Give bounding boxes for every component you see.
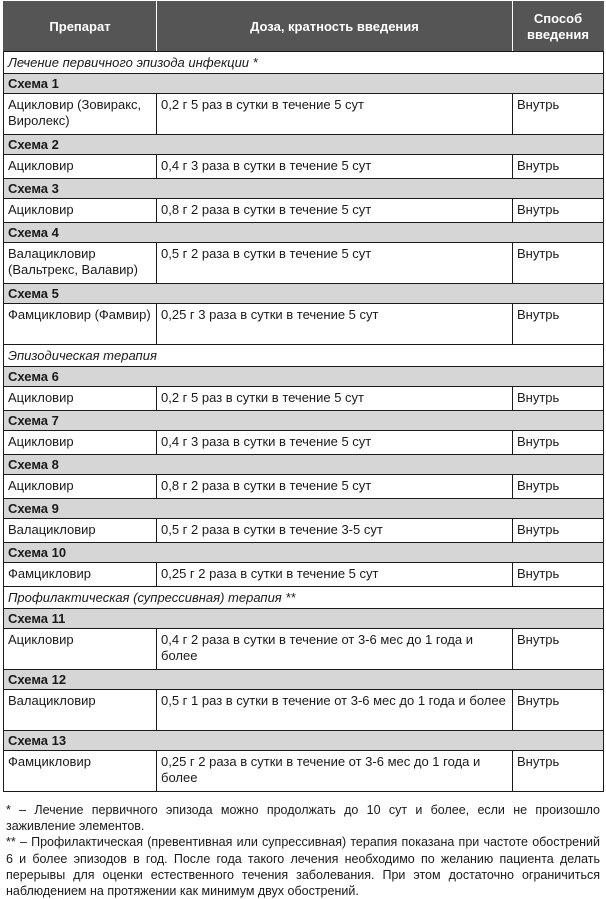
drug-cell: Валацикловир bbox=[4, 690, 157, 731]
dose-cell: 0,4 г 3 раза в сутки в течение 5 сут bbox=[157, 431, 513, 455]
drug-cell: Валацикловир (Вальтрекс, Валавир) bbox=[4, 243, 157, 284]
scheme-label: Схема 3 bbox=[4, 179, 604, 199]
scheme-row bbox=[4, 74, 604, 94]
table-row bbox=[4, 155, 604, 179]
scheme-label: Схема 8 bbox=[4, 455, 604, 475]
scheme-row bbox=[4, 731, 604, 751]
route-cell: Внутрь bbox=[513, 199, 604, 223]
table-row bbox=[4, 431, 604, 455]
dose-cell: 0,4 г 2 раза в сутки в течение от 3-6 мес до 1 года и более bbox=[157, 629, 513, 670]
section-row bbox=[4, 587, 604, 609]
scheme-row bbox=[4, 284, 604, 304]
header-drug: Препарат bbox=[4, 2, 157, 52]
dose-cell: 0,25 г 3 раза в сутки в течение 5 сут bbox=[157, 304, 513, 345]
route-cell: Внутрь bbox=[513, 519, 604, 543]
scheme-label: Схема 12 bbox=[4, 670, 604, 690]
route-cell: Внутрь bbox=[513, 475, 604, 499]
table-row bbox=[4, 243, 604, 284]
scheme-label: Схема 11 bbox=[4, 609, 604, 629]
scheme-label: Схема 10 bbox=[4, 543, 604, 563]
treatment-document bbox=[3, 1, 603, 899]
drug-cell: Ацикловир bbox=[4, 155, 157, 179]
scheme-label: Схема 1 bbox=[4, 74, 604, 94]
table-row bbox=[4, 519, 604, 543]
dose-cell: 0,2 г 5 раз в сутки в течение 5 сут bbox=[157, 94, 513, 135]
dose-cell: 0,8 г 2 раза в сутки в течение 5 сут bbox=[157, 475, 513, 499]
drug-cell: Ацикловир bbox=[4, 387, 157, 411]
section-title: Профилактическая (супрессивная) терапия ** bbox=[4, 587, 604, 609]
section-row bbox=[4, 52, 604, 74]
table-body bbox=[4, 52, 604, 792]
route-cell: Внутрь bbox=[513, 751, 604, 792]
table-row bbox=[4, 304, 604, 345]
scheme-label: Схема 13 bbox=[4, 731, 604, 751]
drug-cell: Фамцикловир (Фамвир) bbox=[4, 304, 157, 345]
dose-cell: 0,25 г 2 раза в сутки в течение 5 сут bbox=[157, 563, 513, 587]
scheme-row bbox=[4, 609, 604, 629]
table-row bbox=[4, 629, 604, 670]
dose-cell: 0,2 г 5 раз в сутки в течение 5 сут bbox=[157, 387, 513, 411]
route-cell: Внутрь bbox=[513, 387, 604, 411]
scheme-label: Схема 5 bbox=[4, 284, 604, 304]
table-header-row bbox=[4, 2, 604, 52]
scheme-row bbox=[4, 367, 604, 387]
scheme-row bbox=[4, 223, 604, 243]
drug-cell: Ацикловир bbox=[4, 629, 157, 670]
route-cell: Внутрь bbox=[513, 690, 604, 731]
drug-cell: Фамцикловир bbox=[4, 751, 157, 792]
dose-cell: 0,4 г 3 раза в сутки в течение 5 сут bbox=[157, 155, 513, 179]
scheme-row bbox=[4, 411, 604, 431]
scheme-label: Схема 6 bbox=[4, 367, 604, 387]
drug-cell: Валацикловир bbox=[4, 519, 157, 543]
header-dose: Доза, кратность введения bbox=[157, 2, 513, 52]
route-cell: Внутрь bbox=[513, 629, 604, 670]
footnotes bbox=[3, 802, 603, 899]
route-cell: Внутрь bbox=[513, 431, 604, 455]
table-row bbox=[4, 199, 604, 223]
table-row bbox=[4, 94, 604, 135]
scheme-row bbox=[4, 499, 604, 519]
header-route: Способ введения bbox=[513, 2, 604, 52]
drug-cell: Фамцикловир bbox=[4, 563, 157, 587]
drug-cell: Ацикловир bbox=[4, 475, 157, 499]
dose-cell: 0,5 г 1 раз в сутки в течение от 3-6 мес до 1 года и более bbox=[157, 690, 513, 731]
section-row bbox=[4, 345, 604, 367]
drug-cell: Ацикловир bbox=[4, 431, 157, 455]
scheme-label: Схема 2 bbox=[4, 135, 604, 155]
dose-cell: 0,25 г 2 раза в сутки в течение от 3-6 мес до 1 года и более bbox=[157, 751, 513, 792]
table-row bbox=[4, 387, 604, 411]
table-row bbox=[4, 751, 604, 792]
scheme-row bbox=[4, 543, 604, 563]
route-cell: Внутрь bbox=[513, 304, 604, 345]
dose-cell: 0,5 г 2 раза в сутки в течение 3-5 сут bbox=[157, 519, 513, 543]
route-cell: Внутрь bbox=[513, 155, 604, 179]
section-title: Лечение первичного эпизода инфекции * bbox=[4, 52, 604, 74]
scheme-label: Схема 7 bbox=[4, 411, 604, 431]
table-row bbox=[4, 563, 604, 587]
scheme-row bbox=[4, 135, 604, 155]
scheme-row bbox=[4, 179, 604, 199]
scheme-row bbox=[4, 670, 604, 690]
drug-cell: Ацикловир (Зовиракс, Виролекс) bbox=[4, 94, 157, 135]
footnote-1: * – Лечение первичного эпизода можно продолжать до 10 сут и более, если не произошло заживление элементов. bbox=[6, 803, 600, 834]
route-cell: Внутрь bbox=[513, 563, 604, 587]
route-cell: Внутрь bbox=[513, 243, 604, 284]
section-title: Эпизодическая терапия bbox=[4, 345, 604, 367]
scheme-label: Схема 4 bbox=[4, 223, 604, 243]
scheme-label: Схема 9 bbox=[4, 499, 604, 519]
dose-cell: 0,5 г 2 раза в сутки в течение 5 сут bbox=[157, 243, 513, 284]
scheme-row bbox=[4, 455, 604, 475]
table-row bbox=[4, 475, 604, 499]
treatment-table bbox=[3, 1, 604, 792]
footnote-2: ** – Профилактическая (превентивная или супрессивная) терапия показана при частоте обострений 6 и более эпизодов в год. После года такого лечения необходимо по желанию пациента делать перерывы для оценки естественного течения заболевания. При этом достаточно ограничиться наблюдением на протяжении как минимум двух обострений. bbox=[6, 835, 600, 899]
dose-cell: 0,8 г 2 раза в сутки в течение 5 сут bbox=[157, 199, 513, 223]
route-cell: Внутрь bbox=[513, 94, 604, 135]
drug-cell: Ацикловир bbox=[4, 199, 157, 223]
table-row bbox=[4, 690, 604, 731]
